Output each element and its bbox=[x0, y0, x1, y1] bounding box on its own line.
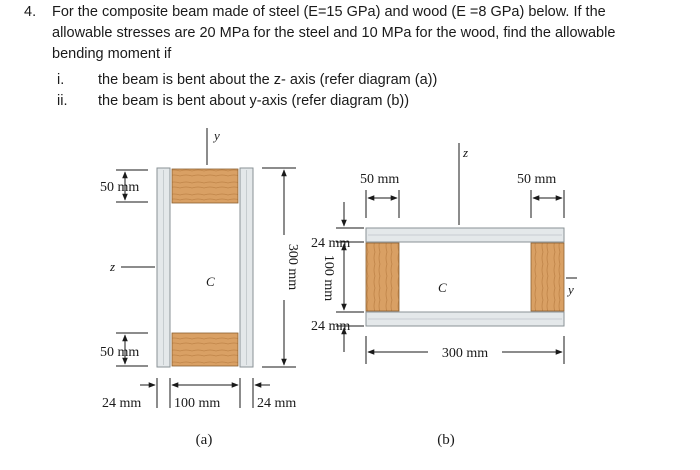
sub-question-1-number: i. bbox=[57, 72, 65, 88]
figure-a-right-plate-dim-label: 24 mm bbox=[257, 396, 297, 411]
figure-b-bottom-plate-dim-label: 24 mm bbox=[311, 319, 351, 334]
figure-b bbox=[311, 143, 577, 448]
figure-b-right-wood-dim-label: 50 mm bbox=[517, 172, 557, 187]
figure-a-bottom-dim-label: 50 mm bbox=[100, 345, 140, 360]
figure-b-z-label: z bbox=[463, 145, 469, 160]
figure-b-centroid-label: C bbox=[438, 280, 447, 295]
figure-b-width-dim-label: 300 mm bbox=[441, 346, 489, 361]
figure-a-top-wood bbox=[172, 169, 238, 203]
question-number: 4. bbox=[24, 4, 37, 20]
figure-a-height-dim-label: 300 mm bbox=[285, 243, 300, 291]
question-text: For the composite beam made of steel (E=15 GPa) and wood (E =8 GPa) below. If the allowable stresses are 20 MPa for the steel and 10 MPa for the wood, find the allowable bending moment if bbox=[52, 4, 616, 62]
sub-question-2-number: ii. bbox=[57, 93, 68, 109]
figure-a-caption: (a) bbox=[195, 432, 213, 448]
figure-a-z-label: z bbox=[110, 259, 116, 274]
figure-a-centroid-label: C bbox=[206, 274, 215, 289]
figure-a-wood-width-dim-label: 100 mm bbox=[174, 396, 221, 411]
figure-a-y-label: y bbox=[214, 128, 220, 143]
figure-b-right-wood bbox=[531, 243, 564, 311]
figure-a bbox=[100, 128, 300, 448]
figure-b-left-wood bbox=[366, 243, 399, 311]
figure-a-bottom-wood bbox=[172, 333, 238, 366]
figure-b-caption: (b) bbox=[437, 432, 455, 448]
figure-b-left-wood-dim-label: 50 mm bbox=[360, 172, 400, 187]
sub-question-2-text: the beam is bent about y-axis (refer diagram (b)) bbox=[98, 93, 410, 109]
figure-a-top-dim-label: 50 mm bbox=[100, 180, 140, 195]
sub-question-1-text: the beam is bent about the z- axis (refer diagram (a)) bbox=[98, 72, 438, 88]
figure-b-depth-dim-label: 100 mm bbox=[321, 254, 336, 302]
figure-b-y-label: y bbox=[568, 282, 574, 297]
figure-b-top-plate-dim-label: 24 mm bbox=[311, 236, 351, 251]
figure-a-left-plate-dim-label: 24 mm bbox=[102, 396, 142, 411]
